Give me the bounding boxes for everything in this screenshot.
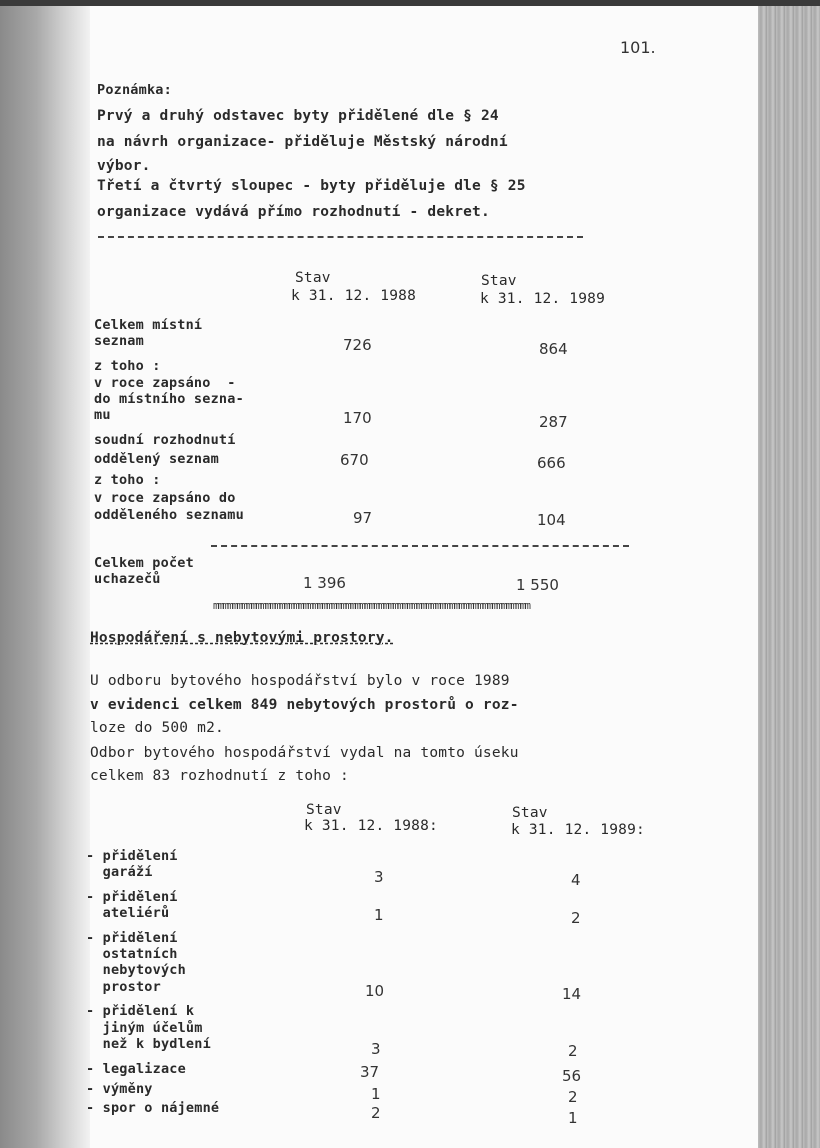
row-label: z toho : (94, 472, 161, 488)
col-header-1988: Stav (295, 270, 331, 286)
value-1989: 4 (571, 871, 581, 889)
row-label: z toho : (94, 358, 161, 374)
col-header-1989: Stav (481, 273, 517, 289)
value-1989: 287 (539, 413, 568, 431)
note-line: Prvý a druhý odstavec byty přidělené dle § 24 (97, 108, 499, 124)
row-label: než k bydlení (86, 1036, 211, 1052)
row-label: do místního sezna- (94, 391, 244, 407)
row-label: Celkem místní (94, 317, 203, 333)
row-label: v roce zapsáno - (94, 375, 236, 391)
row-label: garáží (86, 864, 153, 880)
row-label: v roce zapsáno do (94, 490, 236, 506)
col-header-1988: Stav (306, 802, 342, 818)
note-line: organizace vydává přímo rozhodnutí - dekret. (97, 204, 490, 220)
row-label: - přidělení k (86, 1003, 195, 1019)
value-1988: 3 (374, 868, 384, 886)
row-label: jiným účelům (86, 1020, 203, 1036)
total-label: uchazečů (94, 571, 161, 587)
row-label: - přidělení (86, 848, 178, 864)
col-header-1988-date: k 31. 12. 1988 (291, 288, 417, 304)
note-line: Třetí a čtvrtý sloupec - byty přiděluje dle § 25 (97, 178, 526, 194)
row-label: - přidělení (86, 930, 178, 946)
row-label: oddělený seznam (94, 451, 219, 467)
value-1988: 1 (374, 906, 384, 924)
value-1989: 864 (539, 340, 568, 358)
value-1989: 666 (537, 454, 566, 472)
row-label: - přidělení (86, 889, 178, 905)
value-1988: 37 (360, 1063, 380, 1081)
double-underline: mmmmmmmmmmmmmmmmmmmmmmmmmmmmmmmmmmmmmmmmmmmmmmmmmmmmmmmmmmmmmmmmmmm (213, 600, 530, 612)
row-label: ateliérů (86, 905, 170, 921)
value-1989: 104 (537, 511, 566, 529)
value-1989: 2 (571, 909, 581, 927)
value-1989: 56 (562, 1067, 582, 1085)
book-gutter-shadow (0, 6, 90, 1148)
row-label: odděleného seznamu (94, 507, 244, 523)
value-1989: 2 (568, 1088, 578, 1106)
paragraph-line: Odbor bytového hospodářství vydal na tomto úseku (90, 745, 519, 761)
scan-top-edge (0, 0, 820, 6)
value-1988: 2 (371, 1104, 381, 1122)
value-1988: 3 (371, 1040, 381, 1058)
paragraph-line: celkem 83 rozhodnutí z toho : (90, 768, 349, 784)
sum-separator-line (211, 545, 629, 547)
note-line: na návrh organizace- přiděluje Městský národní (97, 134, 508, 150)
row-label: seznam (94, 333, 144, 349)
section-heading: Hospodáření s nebytovými prostory. (90, 630, 394, 646)
col-header-1989-date: k 31. 12. 1989 (480, 291, 606, 307)
value-1988: 670 (340, 451, 369, 469)
row-label: prostor (86, 979, 161, 995)
total-label: Celkem počet (94, 555, 194, 571)
separator-line (98, 236, 583, 238)
value-1988: 726 (343, 336, 372, 354)
total-1989: 1 550 (516, 576, 559, 594)
note-line: výbor. (97, 158, 151, 174)
value-1989: 14 (562, 985, 582, 1003)
page-number: 101. (620, 38, 656, 57)
total-1988: 1 396 (303, 574, 346, 592)
row-label: soudní rozhodnutí (94, 432, 236, 448)
col-header-1989: Stav (512, 805, 548, 821)
row-label: mu (94, 407, 111, 423)
value-1989: 1 (568, 1109, 578, 1127)
row-label: nebytových (86, 962, 186, 978)
row-label: ostatních (86, 946, 178, 962)
value-1988: 97 (353, 509, 373, 527)
value-1988: 1 (371, 1085, 381, 1103)
col-header-1989-date: k 31. 12. 1989: (511, 822, 645, 838)
value-1988: 10 (365, 982, 385, 1000)
note-heading: Poznámka: (97, 82, 172, 98)
page-stack-edge (758, 6, 820, 1148)
paragraph-line: U odboru bytového hospodářství bylo v roce 1989 (90, 673, 510, 689)
row-label: - výměny (86, 1081, 153, 1097)
col-header-1988-date: k 31. 12. 1988: (304, 818, 438, 834)
value-1988: 170 (343, 409, 372, 427)
row-label: - spor o nájemné (86, 1100, 220, 1116)
value-1989: 2 (568, 1042, 578, 1060)
paragraph-line: loze do 500 m2. (90, 720, 224, 736)
row-label: - legalizace (86, 1061, 186, 1077)
paragraph-line: v evidenci celkem 849 nebytových prostorů o roz- (90, 697, 519, 713)
